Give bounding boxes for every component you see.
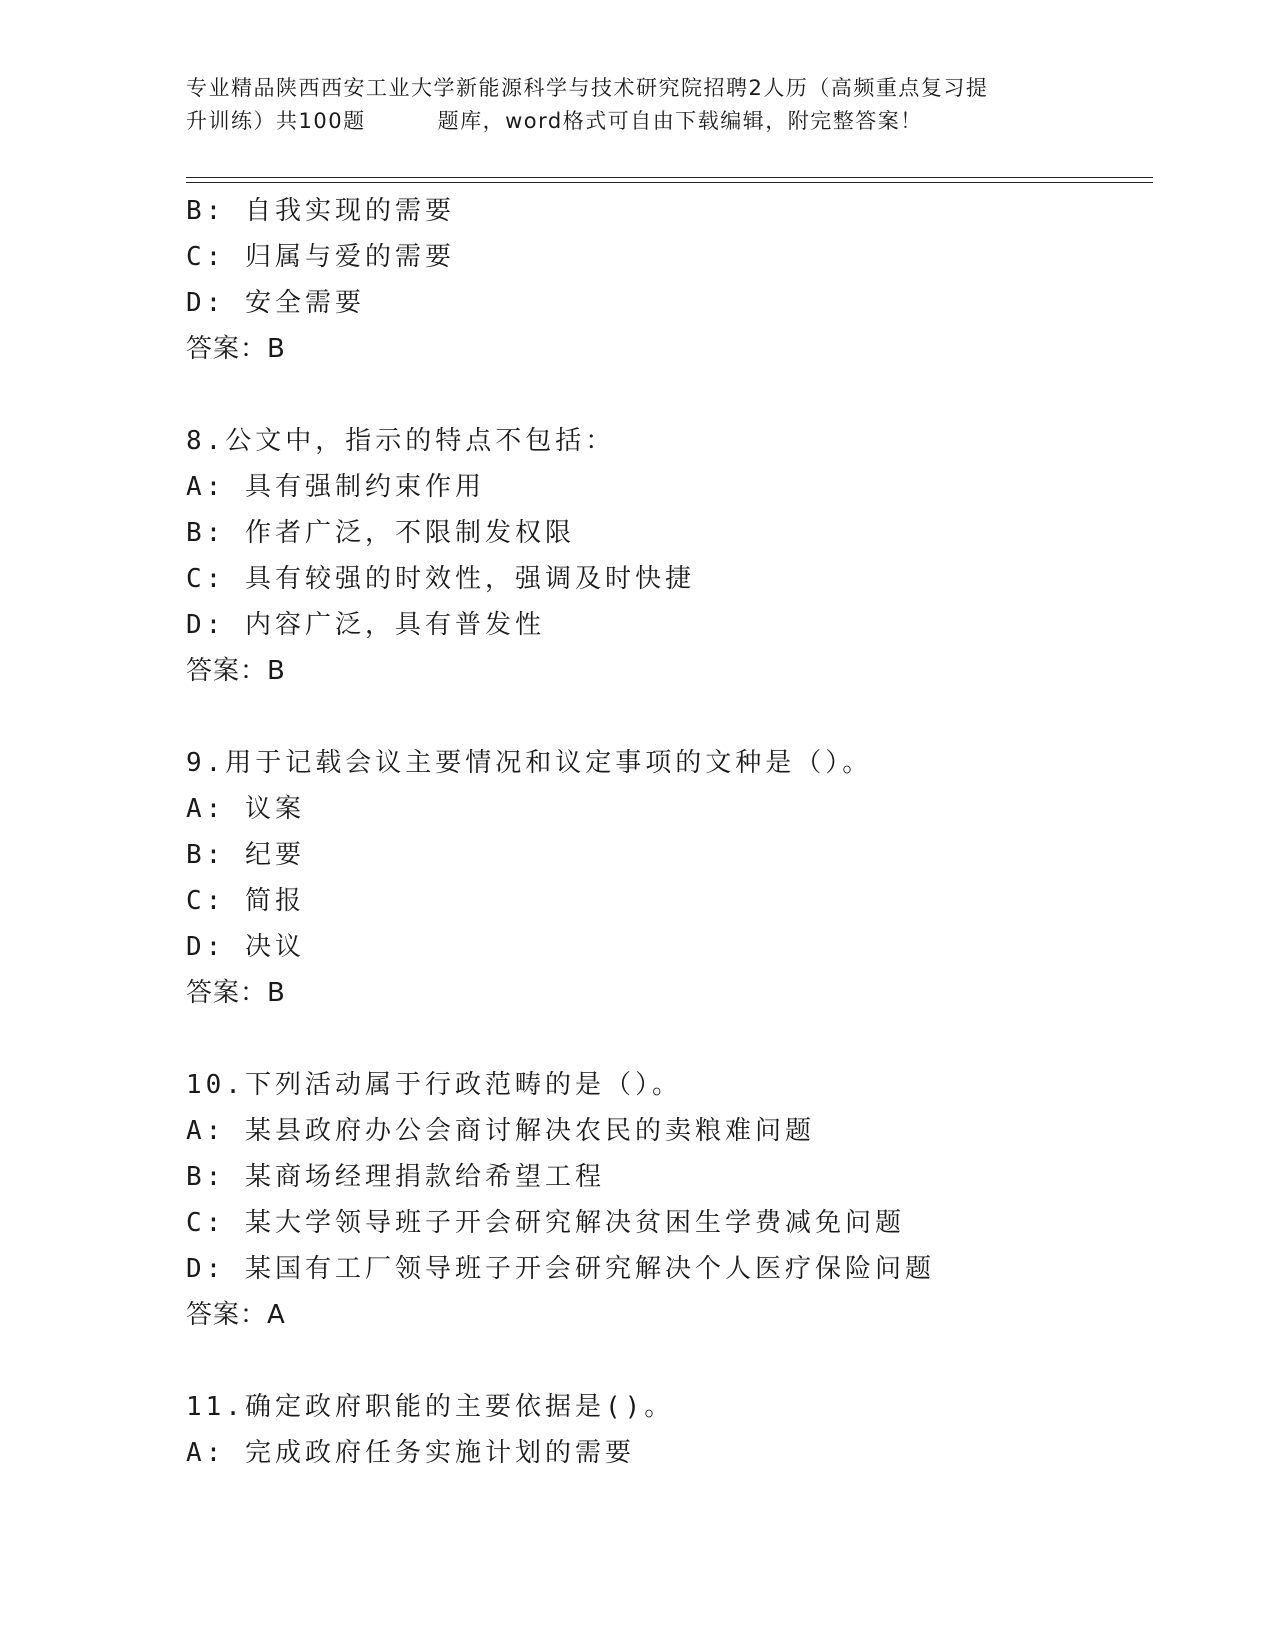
option-b: B: 纪要 — [186, 840, 305, 870]
header-title-line-2 — [186, 105, 1086, 138]
header-divider-bottom — [186, 182, 1153, 183]
answer-line: 答案：B — [186, 656, 286, 686]
question-text: 9.用于记载会议主要情况和议定事项的文种是（）。 — [186, 748, 873, 778]
header-title-line-2-right: 题库，word格式可自由下载编辑，附完整答案！ — [437, 109, 923, 133]
option-b: B: 某商场经理捐款给希望工程 — [186, 1162, 605, 1192]
question-text: 10.下列活动属于行政范畴的是（）。 — [186, 1070, 682, 1100]
option-d: D: 安全需要 — [186, 288, 365, 318]
question-9 — [186, 740, 1146, 1016]
option-a: A: 具有强制约束作用 — [186, 472, 485, 502]
answer-line: 答案：B — [186, 334, 286, 364]
header-divider-top — [186, 177, 1153, 178]
question-text: 8.公文中，指示的特点不包括： — [186, 426, 616, 456]
option-b: B: 作者广泛，不限制发权限 — [186, 518, 575, 548]
option-c: C: 具有较强的时效性，强调及时快捷 — [186, 564, 695, 594]
option-c: C: 归属与爱的需要 — [186, 242, 455, 272]
option-c: C: 简报 — [186, 886, 305, 916]
question-list — [186, 188, 1146, 1476]
option-a: A: 某县政府办公会商讨解决农民的卖粮难问题 — [186, 1116, 815, 1146]
page-header — [186, 72, 1086, 138]
question-7-continued — [186, 188, 1146, 372]
question-11 — [186, 1384, 1146, 1476]
header-title-line-1: 专业精品陕西西安工业大学新能源科学与技术研究院招聘2人历（高频重点复习提 — [186, 76, 989, 100]
option-b: B: 自我实现的需要 — [186, 196, 455, 226]
option-d: D: 决议 — [186, 932, 305, 962]
option-d: D: 某国有工厂领导班子开会研究解决个人医疗保险问题 — [186, 1254, 935, 1284]
option-c: C: 某大学领导班子开会研究解决贫困生学费减免问题 — [186, 1208, 905, 1238]
option-d: D: 内容广泛，具有普发性 — [186, 610, 545, 640]
option-a: A: 议案 — [186, 794, 305, 824]
question-10 — [186, 1062, 1146, 1338]
option-a: A: 完成政府任务实施计划的需要 — [186, 1438, 635, 1468]
answer-line: 答案：B — [186, 978, 286, 1008]
question-8 — [186, 418, 1146, 694]
answer-line: 答案：A — [186, 1300, 286, 1330]
question-text: 11.确定政府职能的主要依据是()。 — [186, 1392, 675, 1422]
header-title-line-2-left: 升训练）共100题 — [186, 109, 366, 133]
